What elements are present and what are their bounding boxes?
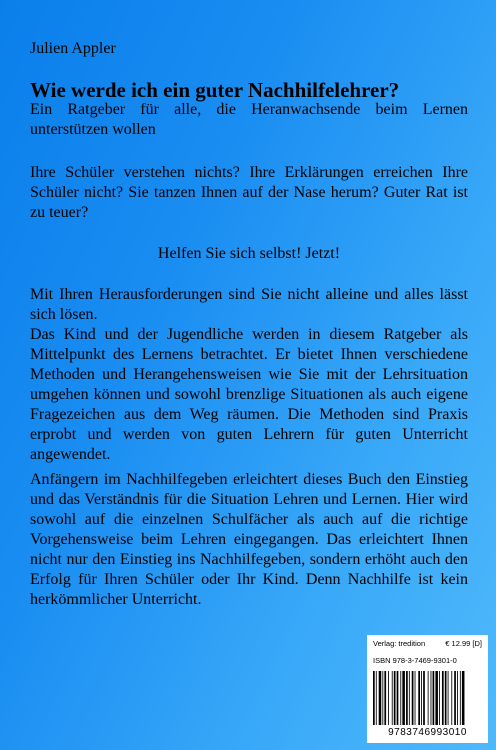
barcode-bars [373,671,482,725]
barcode-bar [433,671,435,725]
barcode-bar [400,671,401,725]
barcode-bar [454,671,456,725]
barcode-bar [431,671,432,725]
isbn-text: ISBN 978-3-7469-9301-0 [373,656,457,665]
barcode-bar [379,671,382,725]
barcode-bar [435,671,438,725]
barcode-bar [406,671,408,725]
barcode-bar [392,671,393,725]
blurb-paragraph-2-line-1: Mit Ihren Herausforderungen sind Sie nicht alleine und alles lässt sich lösen. [30,286,468,323]
barcode-bar [415,671,416,725]
book-subtitle: Ein Ratgeber für alle, die Heranwachsende beim Lernen unterstützen wollen [30,101,468,138]
barcode-bar [382,671,383,725]
barcode-bar [394,671,396,725]
barcode-bar [421,671,422,725]
book-title: Wie werde ich ein guter Nachhilfelehrer? [30,78,400,102]
barcode-label [367,635,488,743]
blurb-paragraph-3: Anfängern im Nachhilfegeben erleichtert dieses Buch den Einstieg und das Verständnis für die Situation Lehren und Lernen. Hier wird sowohl auf die einzelnen Schulfächer als auch auf die richtige Vorgehensweise beim Lehren eingegangen. Das erleichtert Ihnen nicht nur den Einstieg ins Nachhilfegeben, sondern erhöht auch den Erfolg für Ihren Schüler oder Ihr Kind. Denn Nachhilfe ist kein herkömmlicher Unterricht. [30,471,468,608]
blurb-paragraph-2 [30,285,468,465]
barcode-bar [412,671,414,725]
barcode-bar [462,671,465,725]
barcode-bar [402,671,405,725]
barcode-bar [409,671,410,725]
barcode-bar [384,671,386,725]
barcode-bar [373,671,375,725]
barcode-bar [445,671,447,725]
price-text: € 12.99 [D] [445,639,482,648]
tagline: Helfen Sie sich selbst! Jetzt! [157,245,341,262]
barcode-bar [460,671,461,725]
blurb-paragraph-2-body: Das Kind und der Jugendliche werden in diesem Ratgeber als Mittelpunkt des Lernens betrachtet. Er bietet Ihnen verschiedene Methoden und Herangehensweisen wie Sie mit der Lehrsituation umgehen können und sowohl brenzlige Situationen als auch eigene Fragezeichen aus dem Weg räumen. Die Methoden sind Praxis erprobt und werden von guten Lehrern für guten Unterricht angewendet. [30,326,468,463]
barcode-bar [442,671,444,725]
barcode-bar [457,671,458,725]
barcode-bar [439,671,440,725]
barcode-bar [423,671,425,725]
author-name: Julien Appler [30,40,116,57]
blurb-paragraph-1: Ihre Schüler verstehen nichts? Ihre Erklärungen erreichen Ihre Schüler nicht? Sie tanzen Ihnen auf der Nase herum? Guter Rat ist zu teuer? [30,164,468,221]
barcode-bar [397,671,399,725]
barcode-bar [448,671,449,725]
barcode-digits: 9783746993010 [388,727,467,738]
barcode-bar [418,671,420,725]
barcode-bar [388,671,389,725]
barcode-bar [451,671,452,725]
barcode-bar [376,671,377,725]
barcode-bar [428,671,429,725]
publisher-text: Verlag: tredition [373,639,426,648]
